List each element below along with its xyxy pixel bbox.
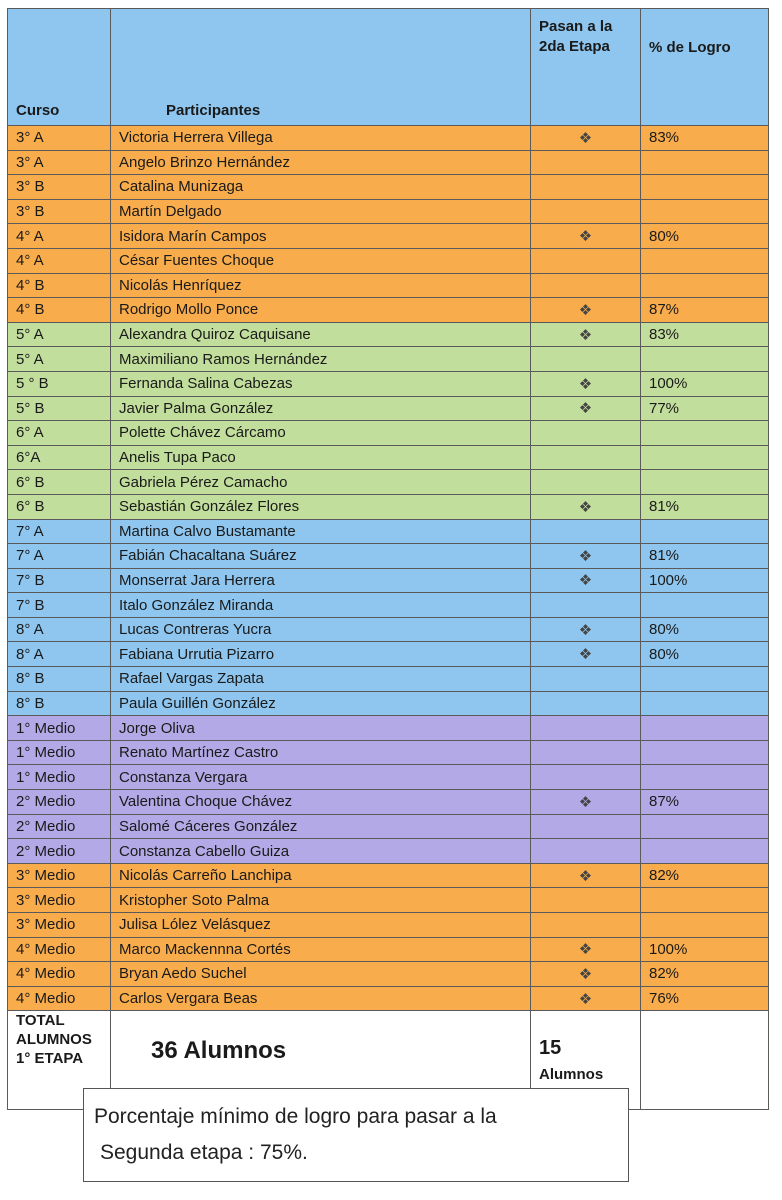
table-row bbox=[8, 937, 769, 962]
cell-participant: Sebastián González Flores bbox=[111, 494, 531, 519]
cell-logro bbox=[641, 765, 769, 790]
cell-logro bbox=[641, 888, 769, 913]
table-row bbox=[8, 716, 769, 741]
cell-participant: Rodrigo Mollo Ponce bbox=[111, 298, 531, 323]
table-row bbox=[8, 347, 769, 372]
cell-participant: Monserrat Jara Herrera bbox=[111, 568, 531, 593]
cell-participant: Fernanda Salina Cabezas bbox=[111, 371, 531, 396]
note-line2: Segunda etapa : 75%. bbox=[100, 1141, 308, 1164]
cell-pasan bbox=[531, 421, 641, 446]
table-row bbox=[8, 814, 769, 839]
cell-curso: 1° Medio bbox=[8, 765, 111, 790]
cell-logro bbox=[641, 593, 769, 618]
table-row bbox=[8, 568, 769, 593]
cell-curso: 3° Medio bbox=[8, 863, 111, 888]
cell-curso: 6° B bbox=[8, 470, 111, 495]
cell-logro: 87% bbox=[641, 790, 769, 815]
table-row bbox=[8, 642, 769, 667]
cell-pasan bbox=[531, 765, 641, 790]
cell-participant: Constanza Vergara bbox=[111, 765, 531, 790]
cell-logro bbox=[641, 913, 769, 938]
cell-curso: 4° B bbox=[8, 298, 111, 323]
diamond-dots-icon: ❖ bbox=[578, 228, 593, 246]
cell-curso: 3° B bbox=[8, 175, 111, 200]
cell-participant: Angelo Brinzo Hernández bbox=[111, 150, 531, 175]
table-row bbox=[8, 962, 769, 987]
table-row bbox=[8, 691, 769, 716]
cell-participant: Anelis Tupa Paco bbox=[111, 445, 531, 470]
cell-pasan bbox=[531, 642, 641, 667]
diamond-dots-icon: ❖ bbox=[578, 793, 593, 811]
table-row bbox=[8, 986, 769, 1011]
cell-pasan bbox=[531, 126, 641, 151]
cell-pasan bbox=[531, 839, 641, 864]
cell-pasan bbox=[531, 494, 641, 519]
table-body bbox=[8, 126, 769, 1011]
cell-pasan bbox=[531, 863, 641, 888]
cell-curso: 3° Medio bbox=[8, 888, 111, 913]
table-row bbox=[8, 863, 769, 888]
cell-pasan bbox=[531, 667, 641, 692]
cell-curso: 3° B bbox=[8, 199, 111, 224]
cell-pasan bbox=[531, 740, 641, 765]
cell-pasan bbox=[531, 519, 641, 544]
cell-curso: 7° A bbox=[8, 544, 111, 569]
cell-logro: 77% bbox=[641, 396, 769, 421]
cell-logro bbox=[641, 199, 769, 224]
table-row bbox=[8, 273, 769, 298]
cell-logro bbox=[641, 150, 769, 175]
cell-logro bbox=[641, 273, 769, 298]
header-pasan: Pasan a la 2da Etapa bbox=[531, 9, 641, 126]
cell-logro: 76% bbox=[641, 986, 769, 1011]
cell-pasan bbox=[531, 175, 641, 200]
cell-logro bbox=[641, 175, 769, 200]
cell-pasan bbox=[531, 248, 641, 273]
cell-logro bbox=[641, 667, 769, 692]
cell-logro: 83% bbox=[641, 126, 769, 151]
cell-pasan bbox=[531, 347, 641, 372]
table-header-row bbox=[8, 9, 769, 126]
total-label-line1: TOTAL bbox=[16, 1012, 65, 1030]
cell-pasan bbox=[531, 986, 641, 1011]
diamond-dots-icon: ❖ bbox=[578, 301, 593, 319]
diamond-dots-icon: ❖ bbox=[578, 375, 593, 393]
cell-curso: 3° Medio bbox=[8, 913, 111, 938]
table-row bbox=[8, 224, 769, 249]
diamond-dots-icon: ❖ bbox=[578, 646, 593, 664]
cell-curso: 3° A bbox=[8, 126, 111, 151]
cell-logro bbox=[641, 691, 769, 716]
diamond-dots-icon: ❖ bbox=[578, 326, 593, 344]
total-label-line3: 1° ETAPA bbox=[16, 1050, 84, 1068]
table-row bbox=[8, 126, 769, 151]
table-row bbox=[8, 175, 769, 200]
table-row bbox=[8, 667, 769, 692]
cell-pasan bbox=[531, 298, 641, 323]
total-pass-unit: Alumnos bbox=[539, 1066, 604, 1084]
header-logro: % de Logro bbox=[641, 9, 769, 126]
cell-pasan bbox=[531, 716, 641, 741]
cell-curso: 4° Medio bbox=[8, 962, 111, 987]
cell-curso: 4° Medio bbox=[8, 986, 111, 1011]
table-row bbox=[8, 494, 769, 519]
cell-participant: César Fuentes Choque bbox=[111, 248, 531, 273]
cell-curso: 3° A bbox=[8, 150, 111, 175]
cell-participant: Victoria Herrera Villega bbox=[111, 126, 531, 151]
table-row bbox=[8, 150, 769, 175]
cell-participant: Julisa Lólez Velásquez bbox=[111, 913, 531, 938]
cell-logro bbox=[641, 421, 769, 446]
cell-participant: Salomé Cáceres González bbox=[111, 814, 531, 839]
cell-participant: Renato Martínez Castro bbox=[111, 740, 531, 765]
cell-curso: 5° A bbox=[8, 347, 111, 372]
total-empty-cell bbox=[641, 1011, 769, 1110]
note-line1: Porcentaje mínimo de logro para pasar a la bbox=[94, 1105, 497, 1128]
cell-pasan bbox=[531, 322, 641, 347]
table-row bbox=[8, 199, 769, 224]
cell-curso: 8° A bbox=[8, 642, 111, 667]
cell-curso: 8° B bbox=[8, 691, 111, 716]
cell-participant: Fabiana Urrutia Pizarro bbox=[111, 642, 531, 667]
table-row bbox=[8, 740, 769, 765]
cell-pasan bbox=[531, 199, 641, 224]
cell-participant: Alexandra Quiroz Caquisane bbox=[111, 322, 531, 347]
cell-pasan bbox=[531, 790, 641, 815]
table-row bbox=[8, 445, 769, 470]
table-row bbox=[8, 839, 769, 864]
cell-curso: 2° Medio bbox=[8, 814, 111, 839]
participants-table bbox=[7, 8, 769, 1110]
cell-pasan bbox=[531, 544, 641, 569]
cell-curso: 4° B bbox=[8, 273, 111, 298]
cell-pasan bbox=[531, 814, 641, 839]
cell-logro: 83% bbox=[641, 322, 769, 347]
cell-logro bbox=[641, 248, 769, 273]
cell-curso: 7° B bbox=[8, 593, 111, 618]
note-box bbox=[83, 1088, 629, 1182]
cell-curso: 2° Medio bbox=[8, 790, 111, 815]
diamond-dots-icon: ❖ bbox=[578, 941, 593, 959]
cell-participant: Catalina Munizaga bbox=[111, 175, 531, 200]
cell-curso: 8° A bbox=[8, 617, 111, 642]
table-row bbox=[8, 544, 769, 569]
cell-participant: Polette Chávez Cárcamo bbox=[111, 421, 531, 446]
cell-pasan bbox=[531, 691, 641, 716]
table-row bbox=[8, 396, 769, 421]
cell-pasan bbox=[531, 937, 641, 962]
cell-pasan bbox=[531, 888, 641, 913]
diamond-dots-icon: ❖ bbox=[578, 965, 593, 983]
cell-logro: 80% bbox=[641, 642, 769, 667]
table-row bbox=[8, 519, 769, 544]
diamond-dots-icon: ❖ bbox=[578, 990, 593, 1008]
table-row bbox=[8, 790, 769, 815]
table-row bbox=[8, 421, 769, 446]
cell-participant: Martina Calvo Bustamante bbox=[111, 519, 531, 544]
diamond-dots-icon: ❖ bbox=[578, 547, 593, 565]
cell-curso: 6° B bbox=[8, 494, 111, 519]
table-row bbox=[8, 322, 769, 347]
cell-logro: 81% bbox=[641, 494, 769, 519]
diamond-dots-icon: ❖ bbox=[578, 400, 593, 418]
cell-curso: 6° A bbox=[8, 421, 111, 446]
cell-logro: 100% bbox=[641, 568, 769, 593]
cell-pasan bbox=[531, 617, 641, 642]
cell-logro bbox=[641, 740, 769, 765]
cell-logro: 100% bbox=[641, 371, 769, 396]
cell-pasan bbox=[531, 150, 641, 175]
cell-curso: 7° A bbox=[8, 519, 111, 544]
cell-logro bbox=[641, 347, 769, 372]
cell-pasan bbox=[531, 470, 641, 495]
table-row bbox=[8, 888, 769, 913]
cell-pasan bbox=[531, 273, 641, 298]
cell-curso: 1° Medio bbox=[8, 716, 111, 741]
cell-participant: Jorge Oliva bbox=[111, 716, 531, 741]
diamond-dots-icon: ❖ bbox=[578, 572, 593, 590]
total-label-line2: ALUMNOS bbox=[16, 1031, 92, 1049]
header-curso: Curso bbox=[8, 9, 111, 126]
cell-pasan bbox=[531, 913, 641, 938]
cell-pasan bbox=[531, 593, 641, 618]
diamond-dots-icon: ❖ bbox=[578, 867, 593, 885]
cell-pasan bbox=[531, 445, 641, 470]
cell-curso: 1° Medio bbox=[8, 740, 111, 765]
cell-logro: 82% bbox=[641, 863, 769, 888]
cell-logro: 81% bbox=[641, 544, 769, 569]
cell-participant: Marco Mackennna Cortés bbox=[111, 937, 531, 962]
cell-participant: Fabián Chacaltana Suárez bbox=[111, 544, 531, 569]
cell-participant: Constanza Cabello Guiza bbox=[111, 839, 531, 864]
table-row bbox=[8, 248, 769, 273]
header-participantes: Participantes bbox=[111, 9, 531, 126]
cell-logro bbox=[641, 519, 769, 544]
table-row bbox=[8, 470, 769, 495]
cell-logro: 87% bbox=[641, 298, 769, 323]
cell-curso: 4° A bbox=[8, 248, 111, 273]
cell-pasan bbox=[531, 568, 641, 593]
cell-participant: Lucas Contreras Yucra bbox=[111, 617, 531, 642]
cell-curso: 4° Medio bbox=[8, 937, 111, 962]
cell-participant: Italo González Miranda bbox=[111, 593, 531, 618]
cell-participant: Nicolás Henríquez bbox=[111, 273, 531, 298]
cell-logro bbox=[641, 814, 769, 839]
cell-curso: 5° B bbox=[8, 396, 111, 421]
diamond-dots-icon: ❖ bbox=[578, 621, 593, 639]
cell-participant: Rafael Vargas Zapata bbox=[111, 667, 531, 692]
cell-logro bbox=[641, 716, 769, 741]
cell-pasan bbox=[531, 224, 641, 249]
cell-logro bbox=[641, 470, 769, 495]
cell-curso: 5° A bbox=[8, 322, 111, 347]
cell-pasan bbox=[531, 396, 641, 421]
cell-curso: 6°A bbox=[8, 445, 111, 470]
cell-curso: 7° B bbox=[8, 568, 111, 593]
table-row bbox=[8, 298, 769, 323]
cell-participant: Kristopher Soto Palma bbox=[111, 888, 531, 913]
cell-curso: 4° A bbox=[8, 224, 111, 249]
cell-participant: Martín Delgado bbox=[111, 199, 531, 224]
table-row bbox=[8, 913, 769, 938]
cell-participant: Valentina Choque Chávez bbox=[111, 790, 531, 815]
cell-curso: 8° B bbox=[8, 667, 111, 692]
cell-participant: Gabriela Pérez Camacho bbox=[111, 470, 531, 495]
table-row bbox=[8, 617, 769, 642]
cell-participant: Javier Palma González bbox=[111, 396, 531, 421]
cell-logro: 80% bbox=[641, 617, 769, 642]
cell-participant: Bryan Aedo Suchel bbox=[111, 962, 531, 987]
table-row bbox=[8, 765, 769, 790]
cell-participant: Isidora Marín Campos bbox=[111, 224, 531, 249]
total-count: 36 Alumnos bbox=[151, 1037, 287, 1065]
cell-pasan bbox=[531, 962, 641, 987]
cell-participant: Maximiliano Ramos Hernández bbox=[111, 347, 531, 372]
cell-curso: 5 ° B bbox=[8, 371, 111, 396]
cell-logro bbox=[641, 445, 769, 470]
cell-logro: 82% bbox=[641, 962, 769, 987]
diamond-dots-icon: ❖ bbox=[578, 498, 593, 516]
cell-pasan bbox=[531, 371, 641, 396]
cell-logro: 100% bbox=[641, 937, 769, 962]
total-pass-number: 15 bbox=[539, 1037, 562, 1060]
table-row bbox=[8, 371, 769, 396]
diamond-dots-icon: ❖ bbox=[578, 129, 593, 147]
table-row bbox=[8, 593, 769, 618]
cell-logro: 80% bbox=[641, 224, 769, 249]
cell-participant: Paula Guillén González bbox=[111, 691, 531, 716]
cell-participant: Carlos Vergara Beas bbox=[111, 986, 531, 1011]
cell-participant: Nicolás Carreño Lanchipa bbox=[111, 863, 531, 888]
cell-curso: 2° Medio bbox=[8, 839, 111, 864]
cell-logro bbox=[641, 839, 769, 864]
